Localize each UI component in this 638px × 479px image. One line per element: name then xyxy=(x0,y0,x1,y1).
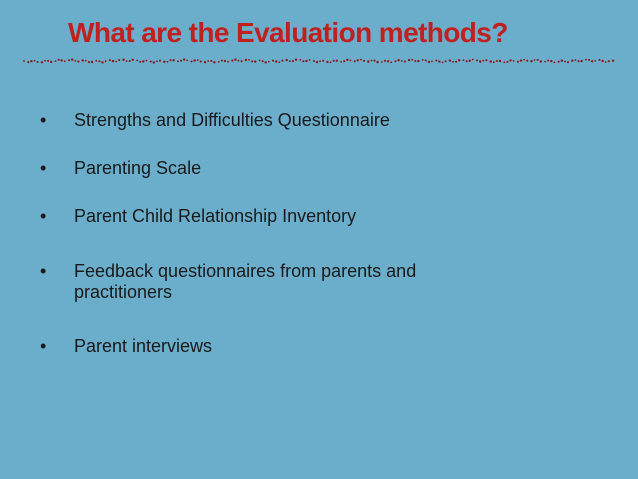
bullet-icon: • xyxy=(40,336,47,356)
bullet-icon: • xyxy=(40,158,47,178)
bullet-icon: • xyxy=(40,206,47,226)
bullet-icon: • xyxy=(40,261,47,281)
list-item-text: Parent Child Relationship Inventory xyxy=(74,206,357,226)
list-item-text: Parenting Scale xyxy=(74,158,202,178)
slide-title: What are the Evaluation methods? xyxy=(68,17,508,48)
list-item-text: Parent interviews xyxy=(74,336,213,356)
bullet-icon: • xyxy=(40,110,47,130)
dotted-divider xyxy=(22,56,618,66)
list-item-text: Strengths and Difficulties Questionnaire xyxy=(74,110,390,130)
list-item-text: Feedback questionnaires from parents and practitioners xyxy=(74,261,417,302)
